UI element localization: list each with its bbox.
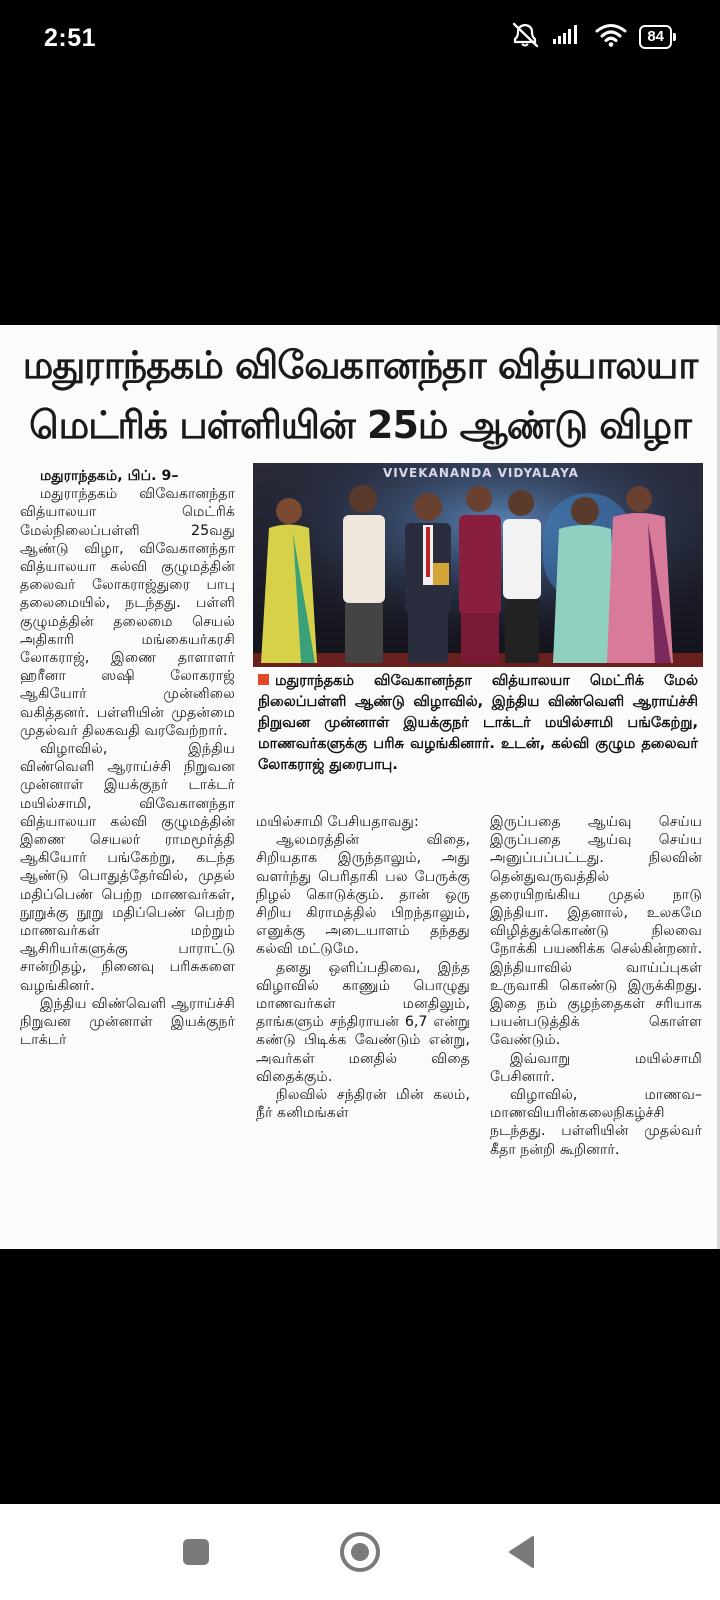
status-time: 2:51 [44,24,97,52]
battery-tip [673,33,676,41]
column-1-paragraph: விழாவில், இந்திய விண்வெளி ஆராய்ச்சி நிறுவன முன்னாள் இயக்குநர் டாக்டர் மயில்சாமி, விவேகானந்தா வித்யாலயா கல்வி குழுமத்தின் இணை செயலர் ராமமூர்த்தி ஆகியோர் பங்கேற்று, கடந்த ஆண்டு பொதுத்தேர்வில், முதல் மதிப்பெண் பெற்ற மாணவர்கள், நூறுக்கு நூறு மதிப்பெண் பெற்ற மாணவர்கள் மற்றும் ஆசிரியர்களுக்கு பாராட்டு சான்றிதழ், நினைவு பரிசுகளை வழங்கினர். [20,741,235,994]
home-circle-icon [339,1531,381,1573]
status-icons [511,22,676,52]
column-2-paragraph: தனது ஒளிப்பதிவை, இந்த விழாவில் காணும் பொழுது மாணவர்கள் மனதிலும், தாங்களும் சந்திராயன் 6,7 என்று கண்டு பிடிக்க வேண்டும் என்று, அவர்கள் மனதில் விதை விதைக்கும். [256,959,470,1085]
column-2-paragraph: நிலவில் சந்திரன் மின் கலம், நீர் கனிமங்கள் [256,1087,470,1122]
dateline: மதுராந்தகம், பிப். 9– [40,468,179,484]
status-bar [0,0,720,80]
column-1-paragraph: மதுராந்தகம் விவேகானந்தா வித்யாலயா மெட்ரிக் மேல்நிலைப்பள்ளி 25வது ஆண்டு விழா, விவேகானந்தா வித்யாலயா கல்வி குழுமத்தின் தலைவர் லோகராஜ்துரை பாபு தலைமையில், நடந்தது. பள்ளி குழுமத்தின் தலைமை செயல் அதிகாரி மங்கையர்கரசி லோகராஜ், இணை தாளாளர் ஹரீனா ஸஷி லோகராஜ் ஆகியோர் முன்னிலை வகித்தனர். பள்ளியின் முதன்மை முதல்வர் திலகவதி வரவேற்றார். [20,486,235,739]
home-button[interactable] [336,1528,384,1576]
column-3-paragraph: விழாவில், மாணவ–மாணவியரின்கலைநிகழ்ச்சி நடந்தது. பள்ளியின் முதல்வர் கீதா நன்றி கூறினார். [490,1087,702,1158]
battery-level: 84 [639,25,672,49]
square-icon [180,1536,212,1568]
article-column-1 [20,467,235,1050]
back-triangle-icon [506,1534,538,1570]
article-column-2 [256,813,470,1122]
column-3-paragraph: இருப்பதை ஆய்வு செய்ய இருப்பதை ஆய்வு செய்ய அனுப்பப்பட்டது. நிலவின் தென்துவருவத்தில் தரையிறங்கிய முதல் நாடு இந்தியா. இதனால், உலகமே விழித்துக்கொண்டு நிலவை நோக்கி பயணிக்க செல்கின்றனர். இந்தியாவில் வாய்ப்புகள் உருவாகி கொண்டு இருக்கிறது. இதை நம் குழந்தைகள் சரியாக பயன்படுத்திக் கொள்ள வேண்டும். [490,814,702,1049]
column-3-paragraph: இவ்வாறு மயில்சாமி பேசினார். [490,1050,702,1085]
navigation-bar [0,1504,720,1600]
headline-line-2: மெட்ரிக் பள்ளியின் 25ம் ஆண்டு விழா [29,403,691,447]
recent-apps-button[interactable] [172,1528,220,1576]
column-2-paragraph: மயில்சாமி பேசியதாவது: [256,814,419,830]
mute-icon [511,22,541,52]
column-2-paragraph: ஆலமரத்தின் விதை, சிறியதாக இருந்தாலும், அது வளர்ந்து பெரிதாகி பல பேருக்கு நிழல் கொடுக்கும். தான் ஒரு சிறிய கிராமத்தில் பிறந்தாலும், எனுக்கு அடையாளம் தந்தது கல்வி மட்டுமே. [256,832,470,958]
article-column-3 [490,813,702,1159]
article-photo [253,463,703,667]
column-1-paragraph: இந்திய விண்வெளி ஆராய்ச்சி நிறுவன முன்னாள் இயக்குநர் டாக்டர் [20,995,235,1049]
wifi-icon [595,23,627,51]
back-button[interactable] [498,1528,546,1576]
battery-icon [639,25,676,49]
signal-icon [553,25,583,49]
headline-line-1: மதுராந்தகம் விவேகானந்தா வித்யாலயா [22,343,698,387]
photo-caption [258,671,698,776]
caption-text: மதுராந்தகம் விவேகானந்தா வித்யாலயா மெட்ரிக் மேல் நிலைப்பள்ளி ஆண்டு விழாவில், இந்திய விண்வெளி ஆராய்ச்சி நிறுவன முன்னாள் இயக்குநர் டாக்டர் மயில்சாமி பங்கேற்று, மாணவர்களுக்கு பரிசு வழங்கினார். உடன், கல்வி குழும தலைவர் லோகராஜ் துரைபாபு. [258,673,698,773]
photo-banner-text: VIVEKANANDA VIDYALAYA [383,466,579,480]
newspaper-clipping [0,325,720,1249]
caption-bullet [258,674,269,685]
